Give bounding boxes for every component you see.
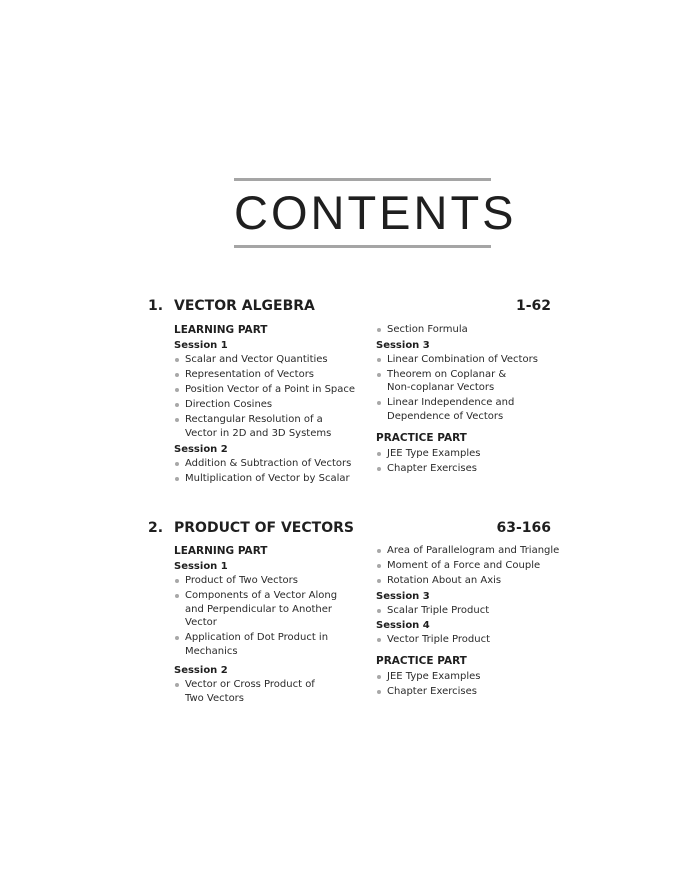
topic-list [376,633,566,647]
list-item[interactable]: Vector or Cross Product of Two Vectors [174,678,335,705]
list-item[interactable]: Moment of a Force and Couple [376,559,566,573]
session-title: Session 3 [376,590,430,602]
right-column [376,544,566,700]
list-item[interactable]: Application of Dot Product in Mechanics [174,631,335,658]
list-item[interactable]: Rotation About an Axis [376,574,566,588]
left-column [174,544,359,707]
list-item[interactable]: Linear Independence and Dependence of Vectors [376,396,522,423]
list-item[interactable]: Representation of Vectors [174,368,359,382]
topic-list [376,544,566,588]
topic-list [174,678,359,705]
list-item[interactable]: Vector Triple Product [376,633,566,647]
bottom-rule [234,245,491,248]
list-item[interactable]: Product of Two Vectors [174,574,359,588]
list-item[interactable]: Addition & Subtraction of Vectors [174,457,359,471]
practice-part-label: PRACTICE PART [376,655,467,667]
topic-list [174,457,359,486]
page-title: CONTENTS [234,186,517,239]
list-item[interactable]: Section Formula [376,323,556,337]
learning-part-label: LEARNING PART [174,545,268,557]
session-title: Session 4 [376,620,430,631]
topic-list [376,604,566,618]
list-item[interactable]: Position Vector of a Point in Space [174,383,359,397]
chapter-header [0,298,700,320]
list-item[interactable]: Scalar Triple Product [376,604,566,618]
chapter-header [0,520,700,542]
chapter-pages: 63-166 [496,520,551,536]
list-item[interactable]: Chapter Exercises [376,685,566,699]
list-item[interactable]: Linear Combination of Vectors [376,353,556,367]
learning-part-label: LEARNING PART [174,324,268,336]
list-item[interactable]: JEE Type Examples [376,670,566,684]
session-title: Session 1 [174,561,228,572]
list-item[interactable]: Scalar and Vector Quantities [174,353,359,367]
contents-heading-block [234,178,517,248]
topic-list [174,574,359,658]
chapter-title[interactable]: VECTOR ALGEBRA [174,298,315,314]
list-item[interactable]: Theorem on Coplanar & Non-coplanar Vectors [376,368,512,395]
list-item[interactable]: Area of Parallelogram and Triangle [376,544,566,558]
left-column [174,323,359,487]
session-title: Session 3 [376,339,430,351]
chapter-number: 1. [148,298,164,314]
top-rule [234,178,491,181]
session-title: Session 1 [174,340,228,351]
session-title: Session 2 [174,665,228,676]
topic-list [174,353,359,440]
right-column [376,323,556,477]
topic-list [376,447,556,476]
topic-list [376,670,566,699]
list-item[interactable]: JEE Type Examples [376,447,556,461]
list-item[interactable]: Chapter Exercises [376,462,556,476]
chapter-number: 2. [148,520,164,536]
topic-list [376,353,556,424]
list-item[interactable]: Direction Cosines [174,398,359,412]
session-title: Session 2 [174,444,228,455]
list-item[interactable]: Components of a Vector Along and Perpendicular to Another Vector [174,589,357,630]
topic-list [376,323,556,337]
list-item[interactable]: Multiplication of Vector by Scalar [174,472,359,486]
chapter-title[interactable]: PRODUCT OF VECTORS [174,520,354,536]
list-item[interactable]: Rectangular Resolution of a Vector in 2D and 3D Systems [174,413,350,440]
chapter-pages: 1-62 [515,298,551,314]
practice-part-label: PRACTICE PART [376,431,467,444]
